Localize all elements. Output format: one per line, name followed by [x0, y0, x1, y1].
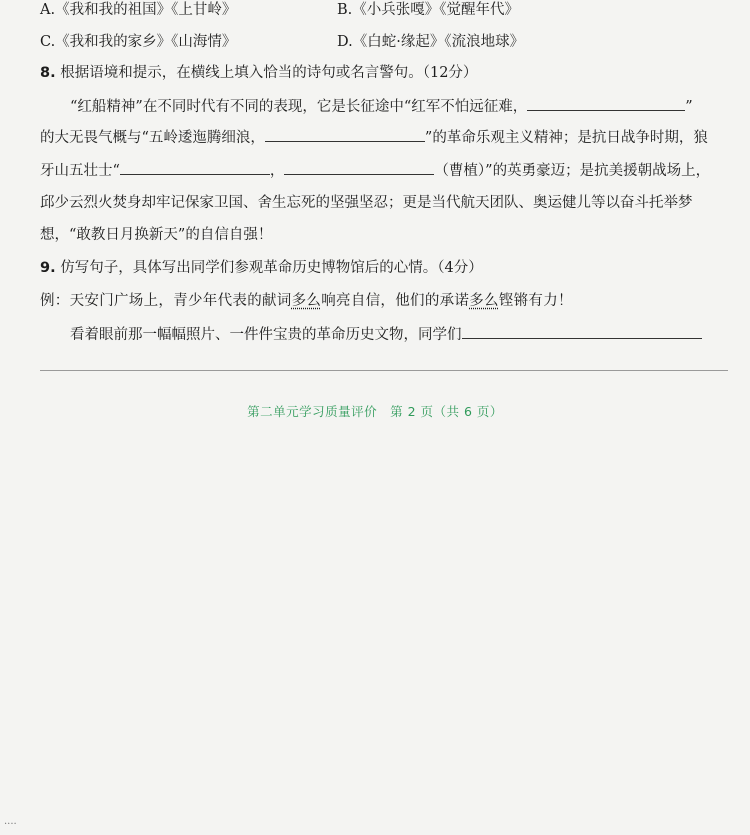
text: ”的革命乐观主义精神；是抗日战争时期，狼 — [424, 130, 708, 146]
question-9-answer-line — [70, 324, 702, 345]
answer-line-rule[interactable] — [40, 370, 728, 371]
question-8-prompt: 根据语境和提示，在横线上填入恰当的诗句或名言警句。（12分） — [60, 65, 478, 81]
text: （曹植）”的英勇豪迈；是抗美援朝战场上， — [434, 163, 711, 179]
text: ， — [269, 163, 285, 179]
emphasis-word: 多么 — [291, 293, 322, 309]
page-footer: 第二单元学习质量评价 第 2 页（共 6 页） — [247, 404, 503, 419]
question-8-line-1 — [70, 96, 693, 117]
text: 响亮自信，他们的承诺 — [321, 293, 470, 309]
question-8-line-4: 邱少云烈火焚身却牢记保家卫国、舍生忘死的坚强坚忍；更是当代航天团队、奥运健儿等以奋斗托举梦 — [40, 195, 693, 211]
option-d: D.《白蛇·缘起》《流浪地球》 — [337, 34, 525, 50]
text: “红船精神”在不同时代有不同的表现，它是长征途中“红军不怕远征难， — [70, 99, 528, 115]
answer-blank-1[interactable] — [527, 96, 685, 111]
question-9-example — [40, 291, 573, 311]
answer-blank-5[interactable] — [462, 324, 702, 339]
question-8-line-5: 想，“敢教日月换新天”的自信自强！ — [40, 227, 273, 243]
answer-blank-3[interactable] — [120, 160, 270, 175]
text: 牙山五壮士“ — [40, 163, 120, 179]
text: 例：天安门广场上，青少年代表的献词 — [40, 293, 292, 309]
question-8-line-2 — [40, 127, 708, 148]
text: 看着眼前那一幅幅照片、一件件宝贵的革命历史文物，同学们 — [70, 327, 462, 343]
answer-blank-2[interactable] — [265, 127, 425, 142]
question-8-prompt-line — [40, 63, 477, 83]
edge-mark: .... — [4, 816, 17, 827]
question-number: 8. — [40, 65, 56, 81]
text: ” — [685, 99, 693, 115]
text: 的大无畏气概与“五岭逶迤腾细浪， — [40, 130, 265, 146]
question-9-prompt: 仿写句子，具体写出同学们参观革命历史博物馆后的心情。（4分） — [60, 260, 483, 276]
emphasis-word: 多么 — [469, 293, 499, 309]
option-c: C.《我和我的家乡》《山海情》 — [40, 34, 237, 50]
option-b: B.《小兵张嘎》《觉醒年代》 — [337, 2, 520, 18]
question-number: 9. — [40, 260, 56, 276]
question-8-line-3 — [40, 160, 710, 181]
option-a: A.《我和我的祖国》《上甘岭》 — [40, 2, 237, 18]
answer-blank-4[interactable] — [284, 160, 434, 175]
text: 铿锵有力！ — [498, 293, 573, 309]
question-9-prompt-line — [40, 258, 483, 278]
